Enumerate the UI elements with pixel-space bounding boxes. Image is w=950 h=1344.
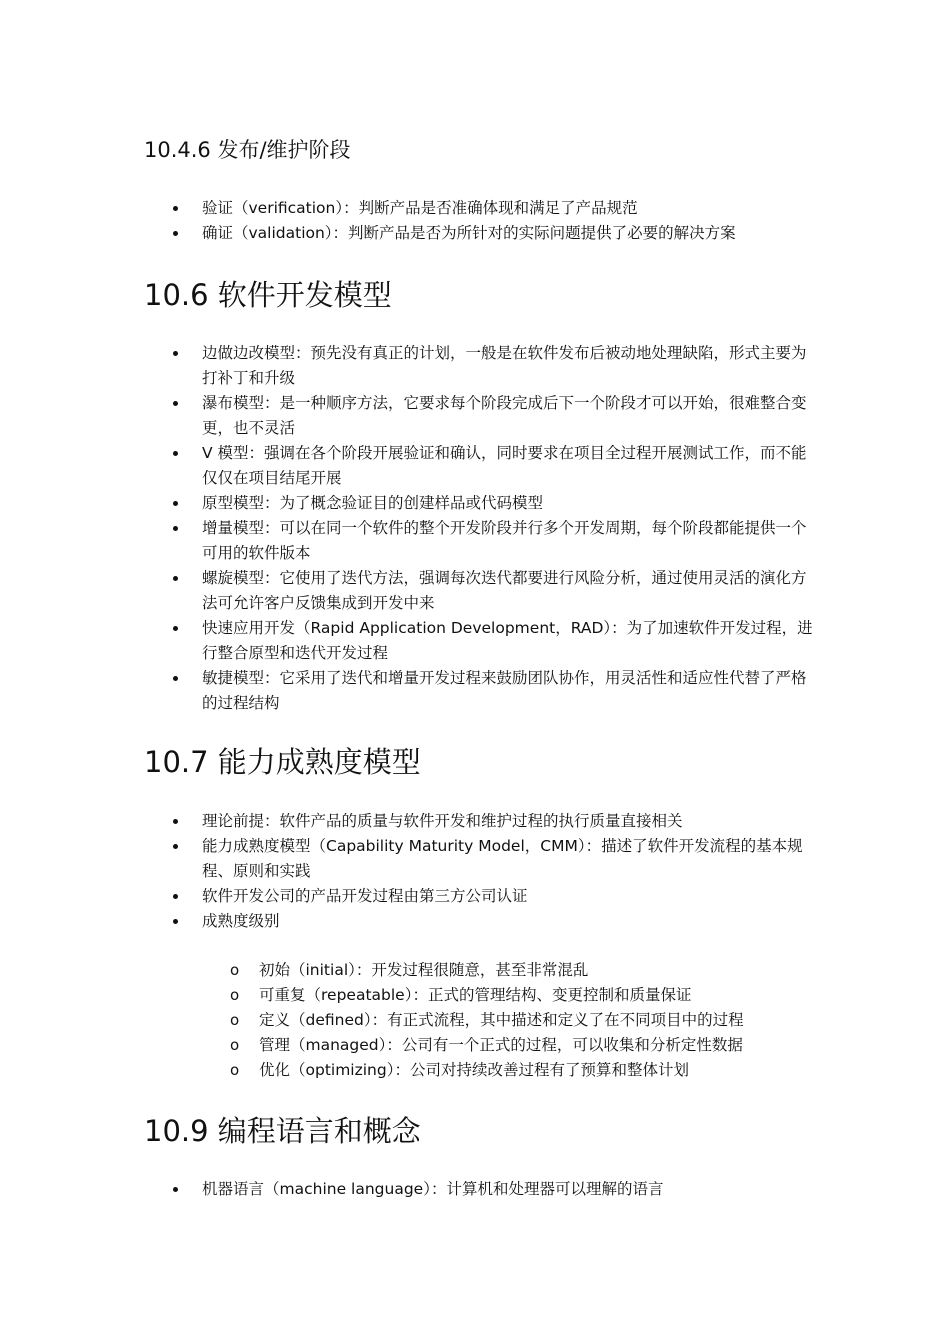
list-item: V 模型：强调在各个阶段开展验证和确认，同时要求在项目全过程开展测试工作，而不能仅仅在项目结尾开展 (0, 441, 814, 491)
bullet-icon (173, 676, 178, 681)
bullet-icon (173, 526, 178, 531)
bullet-icon (173, 894, 178, 899)
list-10-4-6 (0, 196, 820, 246)
list-item: 成熟度级别 (0, 909, 814, 934)
section-heading-10-9: 10.9 编程语言和概念 (144, 1114, 421, 1148)
bullet-icon (173, 401, 178, 406)
list-item: 增量模型：可以在同一个软件的整个开发阶段并行多个开发周期，每个阶段都能提供一个可用的软件版本 (0, 516, 814, 566)
list-item: 快速应用开发（Rapid Application Development，RAD）：为了加速软件开发过程，进行整合原型和迭代开发过程 (0, 616, 814, 666)
bullet-icon (173, 1187, 178, 1192)
sub-list-item: o 初始（initial）：开发过程很随意，甚至非常混乱 (0, 958, 820, 983)
sub-list-item: o 定义（defined）：有正式流程，其中描述和定义了在不同项目中的过程 (0, 1008, 820, 1033)
bullet-icon (173, 501, 178, 506)
list-item: 软件开发公司的产品开发过程由第三方公司认证 (0, 884, 814, 909)
bullet-icon (173, 206, 178, 211)
list-item: 螺旋模型：它使用了迭代方法，强调每次迭代都要进行风险分析，通过使用灵活的演化方法可允许客户反馈集成到开发中来 (0, 566, 814, 616)
sub-bullet-marker: o (230, 961, 240, 979)
list-item: 能力成熟度模型（Capability Maturity Model，CMM）：描述了软件开发流程的基本规程、原则和实践 (0, 834, 814, 884)
list-10-6 (0, 341, 820, 716)
section-heading-10-6: 10.6 软件开发模型 (144, 278, 392, 312)
section-heading-10-7: 10.7 能力成熟度模型 (144, 745, 421, 779)
bullet-icon (173, 351, 178, 356)
bullet-icon (173, 919, 178, 924)
sub-bullet-marker: o (230, 986, 240, 1004)
sub-list-item: o 优化（optimizing）：公司对持续改善过程有了预算和整体计划 (0, 1058, 820, 1083)
bullet-icon (173, 844, 178, 849)
bullet-icon (173, 231, 178, 236)
sub-bullet-marker: o (230, 1036, 240, 1054)
list-item: 理论前提：软件产品的质量与软件开发和维护过程的执行质量直接相关 (0, 809, 814, 834)
sub-bullet-marker: o (230, 1011, 240, 1029)
section-heading-10-4-6: 10.4.6 发布/维护阶段 (144, 138, 351, 162)
bullet-icon (173, 451, 178, 456)
list-item: 机器语言（machine language）：计算机和处理器可以理解的语言 (0, 1177, 814, 1202)
list-item: 边做边改模型：预先没有真正的计划，一般是在软件发布后被动地处理缺陷，形式主要为打补丁和升级 (0, 341, 814, 391)
sub-list-item: o 可重复（repeatable）：正式的管理结构、变更控制和质量保证 (0, 983, 820, 1008)
list-item: 确证（validation）：判断产品是否为所针对的实际问题提供了必要的解决方案 (0, 221, 814, 246)
list-10-9 (0, 1177, 820, 1202)
maturity-levels-list (0, 958, 820, 1083)
bullet-icon (173, 626, 178, 631)
list-item: 敏捷模型：它采用了迭代和增量开发过程来鼓励团队协作，用灵活性和适应性代替了严格的过程结构 (0, 666, 814, 716)
sub-bullet-marker: o (230, 1061, 240, 1079)
sub-list-item: o 管理（managed）：公司有一个正式的过程，可以收集和分析定性数据 (0, 1033, 820, 1058)
list-item: 瀑布模型：是一种顺序方法，它要求每个阶段完成后下一个阶段才可以开始，很难整合变更，也不灵活 (0, 391, 814, 441)
list-10-7 (0, 809, 820, 934)
bullet-icon (173, 819, 178, 824)
bullet-icon (173, 576, 178, 581)
list-item: 原型模型：为了概念验证目的创建样品或代码模型 (0, 491, 814, 516)
list-item: 验证（verification）：判断产品是否准确体现和满足了产品规范 (0, 196, 814, 221)
